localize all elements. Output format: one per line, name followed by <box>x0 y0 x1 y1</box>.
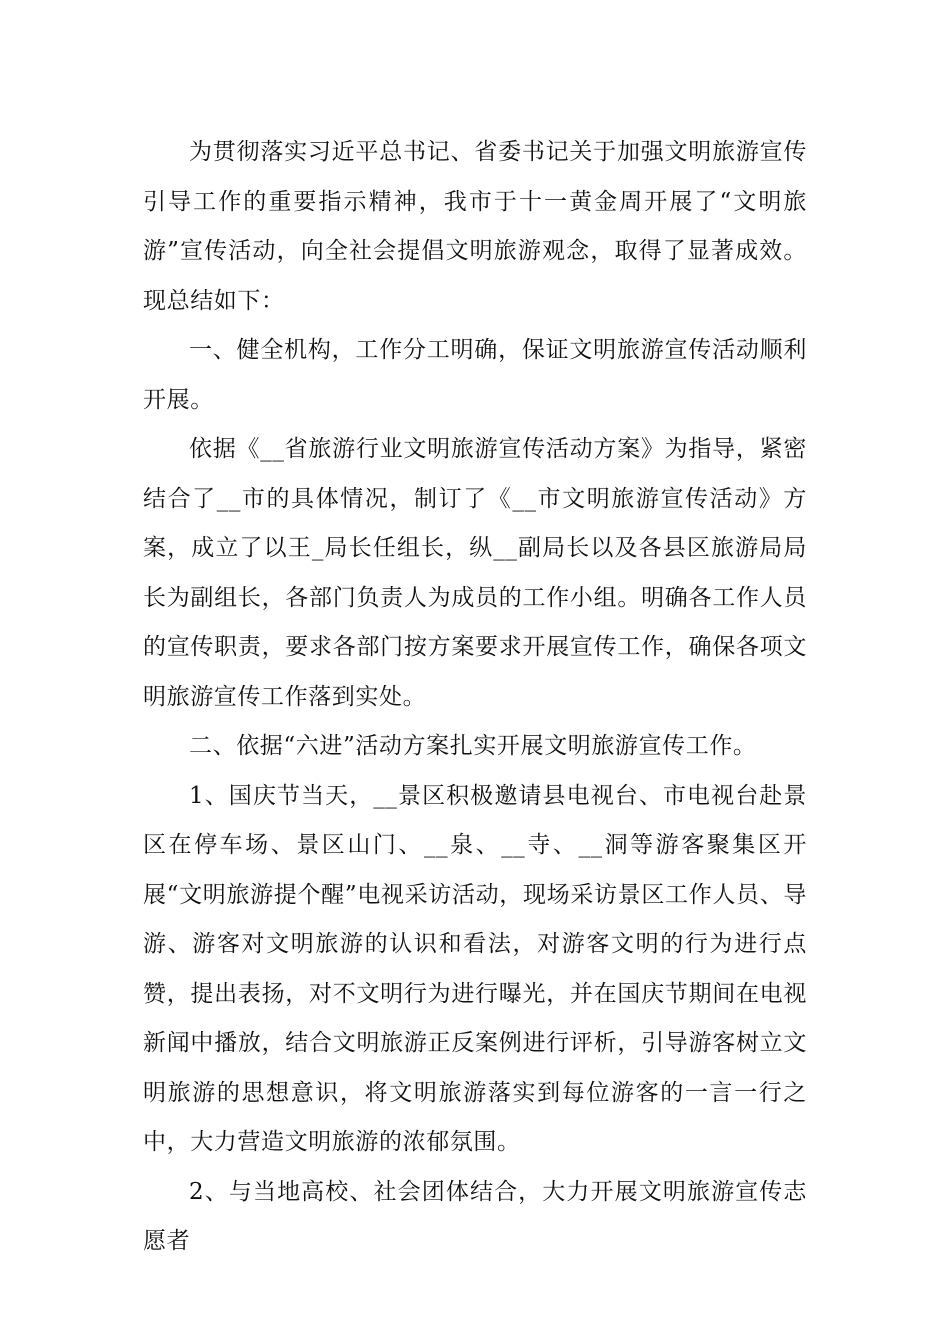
paragraph-item-2: 2、与当地高校、社会团体结合，大力开展文明旅游宣传志愿者 <box>143 1178 807 1254</box>
section-heading-2: 二、依据“六进”活动方案扎实开展文明旅游宣传工作。 <box>189 733 757 759</box>
paragraph-item-1: 1、国庆节当天，__景区积极邀请县电视台、市电视台赴景区在停车场、景区山门、__泉、__寺、__洞等游客聚集区开展“文明旅游提个醒”电视采访活动，现场采访景区工作人员、导游、游客对文明旅游的认识和看法，对游客文明的行为进行点赞，提出表扬，对不文明行为进行曝光，并在国庆节期间在电视新闻中播放，结合文明旅游正反案例进行评析，引导游客树立文明旅游的思想意识，将文明旅游落实到每位游客的一言一行之中，大力营造文明旅游的浓郁氛围。 <box>143 782 807 1155</box>
document-body <box>143 128 807 1267</box>
paragraph-intro: 为贯彻落实习近平总书记、省委书记关于加强文明旅游宣传引导工作的重要指示精神，我市于十一黄金周开展了“文明旅游”宣传活动，向全社会提倡文明旅游观念，取得了显著成效。现总结如下： <box>143 139 807 314</box>
section-heading-1: 一、健全机构，工作分工明确，保证文明旅游宣传活动顺利开展。 <box>143 337 807 413</box>
paragraph-section-1: 依据《__省旅游行业文明旅游宣传活动方案》为指导，紧密结合了__市的具体情况，制订了《__市文明旅游宣传活动》方案，成立了以王_局长任组长，纵__副局长以及各县区旅游局局长为副组长，各部门负责人为成员的工作小组。明确各工作人员的宣传职责，要求各部门按方案要求开展宣传工作，确保各项文明旅游宣传工作落到实处。 <box>143 436 807 710</box>
